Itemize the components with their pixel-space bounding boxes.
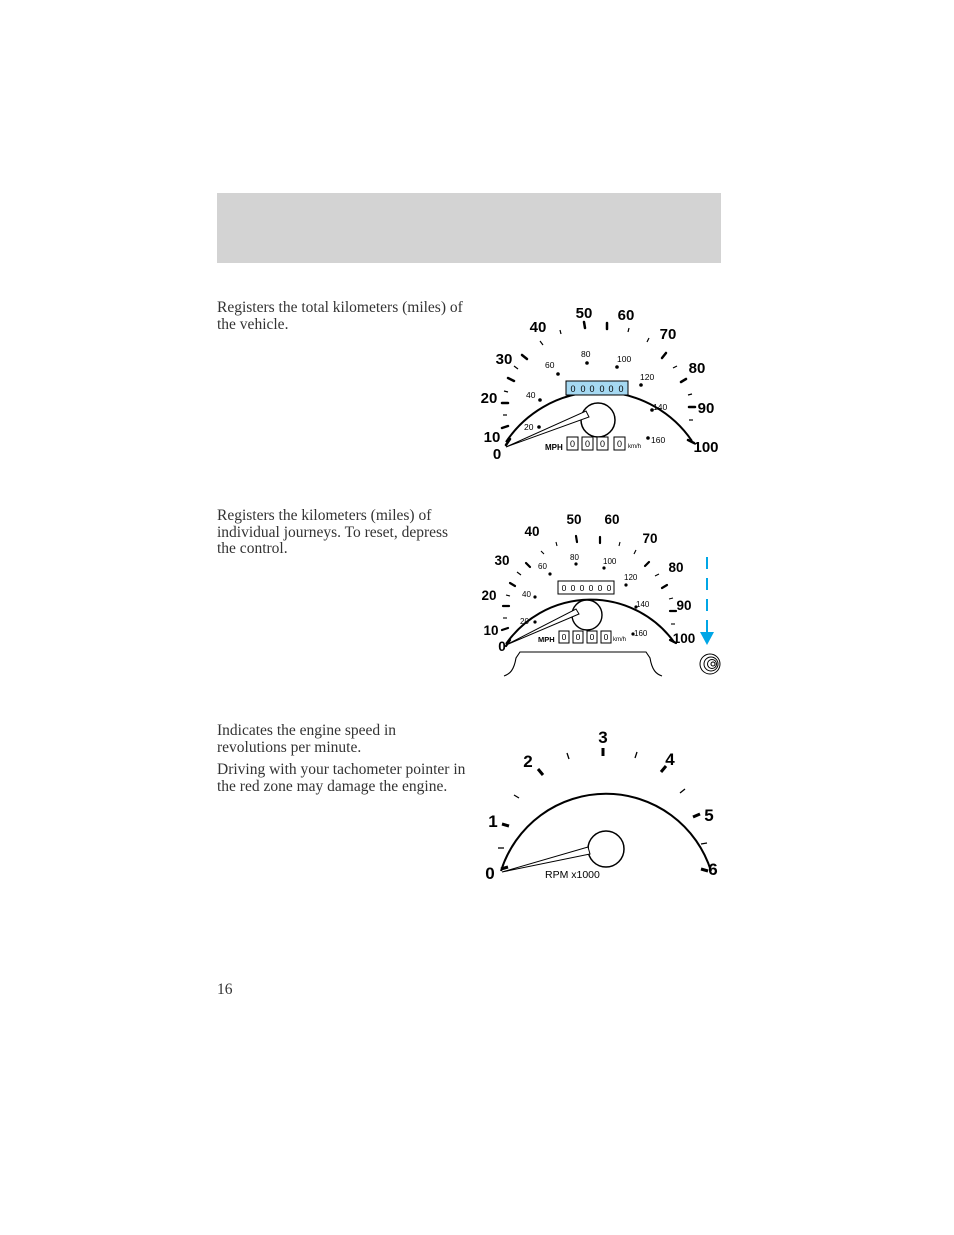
cluster-bezel	[504, 652, 662, 676]
mph-label: 50	[575, 305, 593, 322]
mph-label: 30	[494, 553, 510, 568]
mph-label: 100	[693, 439, 719, 456]
rpm-label: 6	[708, 860, 718, 879]
tachometer-warning: Driving with your tachometer pointer in the red zone may damage the engine.	[217, 761, 466, 795]
odometer-digit: 0	[588, 583, 594, 593]
mph-label: 50	[566, 512, 582, 527]
kmh-label: 80	[581, 349, 591, 359]
odometer-description: Registers the total kilometers (miles) of the vehicle.	[217, 299, 463, 333]
mph-label: 70	[659, 326, 677, 343]
mph-label: 20	[480, 390, 498, 407]
mph-label: 90	[676, 598, 692, 613]
kmh-unit: km/h	[613, 637, 627, 643]
rpm-label: 2	[523, 752, 533, 771]
odometer-digit: 0	[561, 583, 567, 593]
mph-label: 100	[672, 631, 696, 646]
trip-digit: 0	[561, 632, 567, 642]
trip-digit: 0	[603, 632, 609, 642]
kmh-label: 80	[570, 553, 579, 562]
trip-digit: 0	[616, 439, 623, 449]
odometer-digit: 0	[597, 583, 603, 593]
mph-label: 60	[617, 307, 635, 324]
mph-label: 80	[668, 560, 684, 575]
mph-unit: MPH	[545, 443, 563, 452]
odometer-speedometer-illustration	[470, 295, 730, 470]
kmh-label: 20	[520, 617, 529, 626]
needle-hub	[588, 831, 624, 867]
tachometer-description: Indicates the engine speed in revolutions per minute.	[217, 722, 397, 756]
mph-label: 10	[483, 429, 501, 446]
trip-digit: 0	[584, 439, 591, 449]
kmh-label: 100	[617, 354, 632, 364]
rpm-unit: RPM x1000	[545, 869, 600, 881]
mph-unit: MPH	[538, 635, 555, 644]
mph-label: 70	[642, 531, 658, 546]
reset-arrow-head-icon	[700, 632, 714, 645]
odometer-digit: 0	[580, 384, 586, 394]
rpm-label: 1	[488, 812, 498, 831]
mph-label: 0	[492, 446, 502, 463]
trip-speedometer-illustration	[470, 508, 730, 683]
odometer-digit: 0	[618, 384, 624, 394]
kmh-label: 160	[651, 435, 666, 445]
mph-label: 30	[495, 351, 513, 368]
kmh-label: 140	[653, 402, 668, 412]
mph-label: 10	[483, 623, 499, 638]
mph-label: 60	[604, 512, 620, 527]
odometer-digit: 0	[570, 384, 576, 394]
needle-hub	[581, 403, 615, 437]
rpm-label: 5	[704, 806, 714, 825]
kmh-label: 20	[524, 422, 534, 432]
odometer-digit: 0	[579, 583, 585, 593]
trip-digit: 0	[589, 632, 595, 642]
mph-label: 20	[481, 588, 497, 603]
tachometer-illustration	[470, 723, 730, 888]
odometer-digit: 0	[570, 583, 576, 593]
rpm-label: 3	[598, 728, 608, 747]
kmh-label: 60	[545, 360, 555, 370]
kmh-label: 40	[522, 590, 531, 599]
kmh-label: 120	[624, 573, 638, 582]
kmh-unit: km/h	[628, 444, 642, 450]
rpm-label: 4	[665, 750, 675, 769]
kmh-label: 40	[526, 390, 536, 400]
mph-label: 40	[524, 524, 540, 539]
kmh-label: 160	[634, 629, 648, 638]
mph-label: 90	[697, 400, 715, 417]
rpm-label: 0	[485, 864, 495, 883]
kmh-label: 100	[603, 557, 617, 566]
odometer-digit: 0	[606, 583, 612, 593]
trip-odometer-description: Registers the kilometers (miles) of individual journeys. To reset, depress the control.	[217, 507, 449, 557]
reset-knob-icon	[700, 654, 720, 674]
page-number: 16	[217, 981, 233, 998]
section-header-band	[217, 193, 721, 263]
odometer-digit: 0	[608, 384, 614, 394]
trip-digit: 0	[575, 632, 581, 642]
mph-label: 0	[498, 639, 506, 654]
odometer-digit: 0	[599, 384, 605, 394]
kmh-label: 120	[640, 372, 655, 382]
odometer-display	[558, 581, 614, 594]
kmh-label: 60	[538, 562, 547, 571]
kmh-label: 140	[636, 600, 650, 609]
trip-digit: 0	[569, 439, 576, 449]
mph-label: 80	[688, 360, 706, 377]
odometer-digit: 0	[589, 384, 595, 394]
mph-label: 40	[529, 319, 547, 336]
trip-digit: 0	[599, 439, 606, 449]
